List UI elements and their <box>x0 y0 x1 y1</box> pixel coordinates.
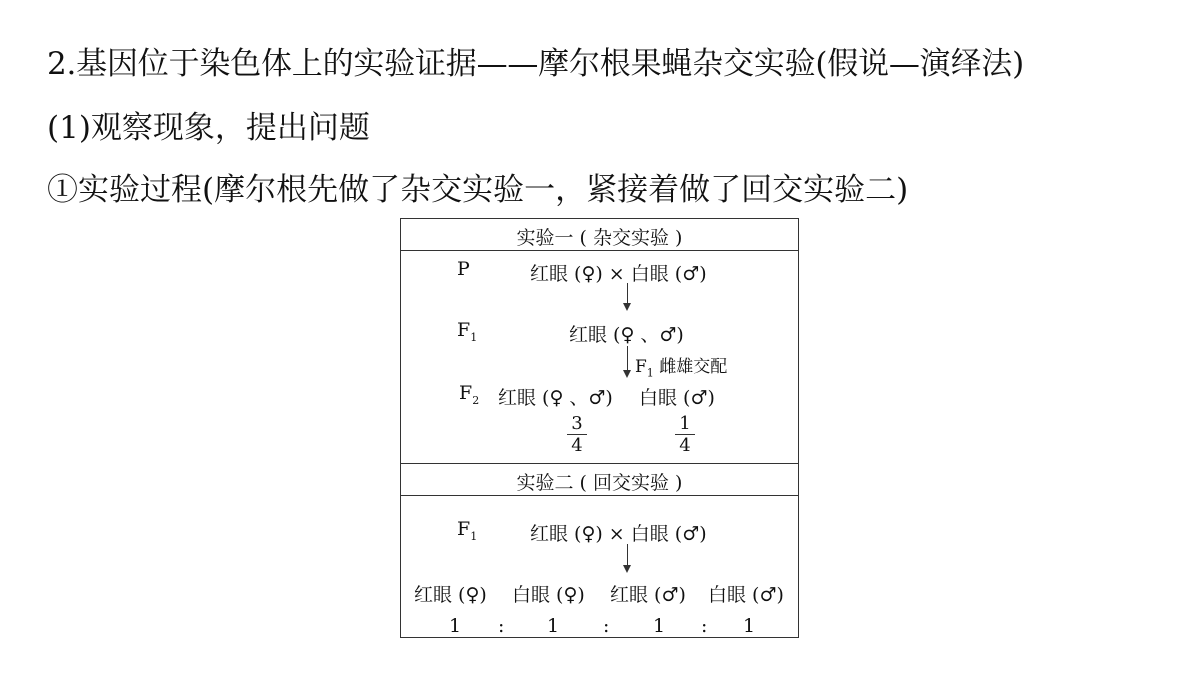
ratio-value: 1 <box>743 615 756 637</box>
offspring-white-male: 白眼 (♂) <box>708 584 784 606</box>
experiment-diagram <box>400 218 799 638</box>
ratio-value: 1 <box>547 615 560 637</box>
ratio-value: 1 <box>653 615 666 637</box>
p-cross: 红眼 (♀) × 白眼 (♂) <box>530 263 707 285</box>
divider <box>401 463 798 464</box>
ratio-colon: : <box>498 615 505 637</box>
offspring-red-male: 红眼 (♂) <box>610 584 686 606</box>
ratio-colon: : <box>701 615 708 637</box>
offspring-red-female: 红眼 (♀) <box>414 584 487 606</box>
fraction-red: 3 4 <box>567 414 587 455</box>
offspring-white-female: 白眼 (♀) <box>512 584 585 606</box>
p-label: P <box>457 258 470 280</box>
exp2-title: 实验二 ( 回交实验 ) <box>516 472 683 494</box>
f1-result: 红眼 (♀ 、♂) <box>569 324 684 346</box>
f2-red-eye: 红眼 (♀ 、♂) <box>498 387 613 409</box>
divider <box>401 250 798 251</box>
f1-label: $F_1$ <box>457 319 478 344</box>
fraction-white: 1 4 <box>675 414 695 455</box>
exp1-title: 实验一 ( 杂交实验 ) <box>516 227 683 249</box>
down-arrow <box>627 346 628 376</box>
exp2-cross: 红眼 (♀) × 白眼 (♂) <box>530 523 707 545</box>
down-arrow <box>627 283 628 309</box>
subsection-heading: (1)观察现象，提出问题 <box>47 110 370 146</box>
down-arrow <box>627 544 628 571</box>
step-text: ①实验过程(摩尔根先做了杂交实验一，紧接着做了回交实验二) <box>47 172 909 208</box>
exp2-f1-label: $F_1$ <box>457 518 478 543</box>
mating-label: $F_1$ 雌雄交配 <box>635 357 728 380</box>
divider <box>401 495 798 496</box>
f2-label: $F_2$ <box>459 382 480 407</box>
ratio-value: 1 <box>449 615 462 637</box>
ratio-colon: : <box>603 615 610 637</box>
f2-white-eye: 白眼 (♂) <box>639 387 715 409</box>
section-heading: 2.基因位于染色体上的实验证据——摩尔根果蝇杂交实验(假说—演绎法) <box>47 46 1024 82</box>
